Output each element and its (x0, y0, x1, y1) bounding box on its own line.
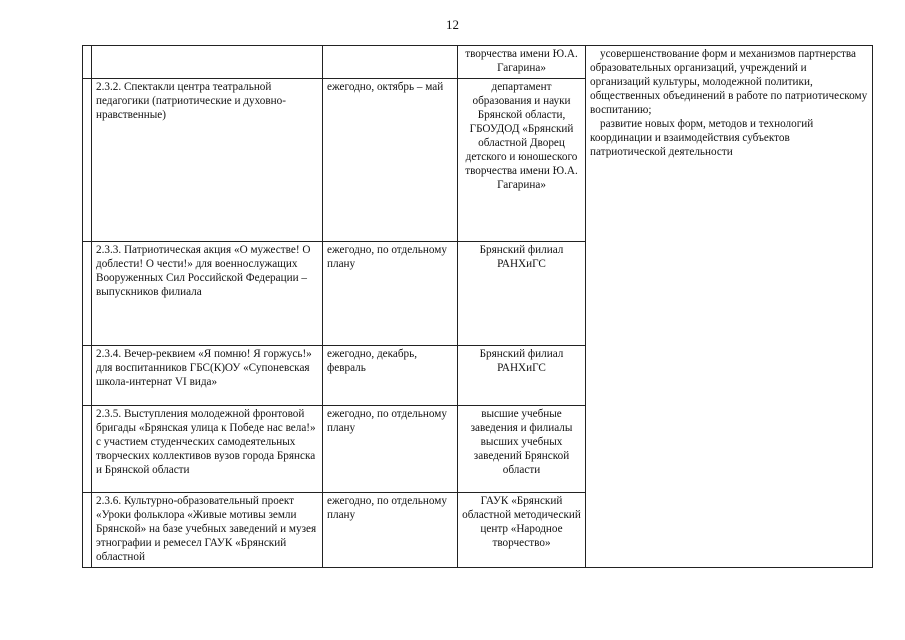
plan-table (82, 45, 873, 568)
period-cell: ежегодно, декабрь, февраль (323, 346, 458, 406)
org-cell: ГАУК «Брянский областной методический центр «Народное творчество» (458, 493, 586, 568)
period-cell (323, 46, 458, 79)
event-cell: 2.3.3. Патриотическая акция «О мужестве! О доблести! О чести!» для военнослужащих Вооруженных Сил Российской Федерации – выпускников филиала (92, 242, 323, 346)
period-cell: ежегодно, по отдельному плану (323, 406, 458, 493)
event-cell: 2.3.2. Спектакли центра театральной педагогики (патриотические и духовно-нравственные) (92, 79, 323, 242)
period-cell: ежегодно, по отдельному плану (323, 493, 458, 568)
event-cell: 2.3.4. Вечер-реквием «Я помню! Я горжусь!» для воспитанников ГБС(К)ОУ «Супоневская школа-интернат VI вида» (92, 346, 323, 406)
event-cell: 2.3.5. Выступления молодежной фронтовой бригады «Брянская улица к Победе нас вела!» с участием студенческих самодеятельных творческих коллективов вузов города Брянска и Брянской области (92, 406, 323, 493)
period-cell: ежегодно, по отдельному плану (323, 242, 458, 346)
result-paragraph: усовершенствование форм и механизмов партнерства образовательных организаций, учреждений и организаций культуры, молодежной политики, общественных объединений в работе по патриотическому воспитанию; (590, 48, 868, 116)
table-row (83, 46, 873, 79)
org-cell: высшие учебные заведения и филиалы высших учебных заведений Брянской области (458, 406, 586, 493)
expected-results-cell (586, 46, 873, 568)
blank-cell (83, 406, 92, 493)
org-cell: департамент образования и науки Брянской области, ГБОУДОД «Брянский областной Дворец детского и юношеского творчества имени Ю.А. Гагарина» (458, 79, 586, 242)
event-cell (92, 46, 323, 79)
org-cell: Брянский филиал РАНХиГС (458, 242, 586, 346)
org-cell: Брянский филиал РАНХиГС (458, 346, 586, 406)
blank-cell (83, 242, 92, 346)
event-cell: 2.3.6. Культурно-образовательный проект «Уроки фольклора «Живые мотивы земли Брянской» на базе учебных заведений и музея этнографии и ремесел ГАУК «Брянский областной (92, 493, 323, 568)
org-cell: творчества имени Ю.А. Гагарина» (458, 46, 586, 79)
blank-cell (83, 346, 92, 406)
blank-cell (83, 46, 92, 79)
result-paragraph: развитие новых форм, методов и технологий координации и взаимодействия субъектов патриотической деятельности (590, 118, 814, 158)
page-number: 12 (446, 17, 459, 32)
period-cell: ежегодно, октябрь – май (323, 79, 458, 242)
blank-cell (83, 79, 92, 242)
blank-cell (83, 493, 92, 568)
